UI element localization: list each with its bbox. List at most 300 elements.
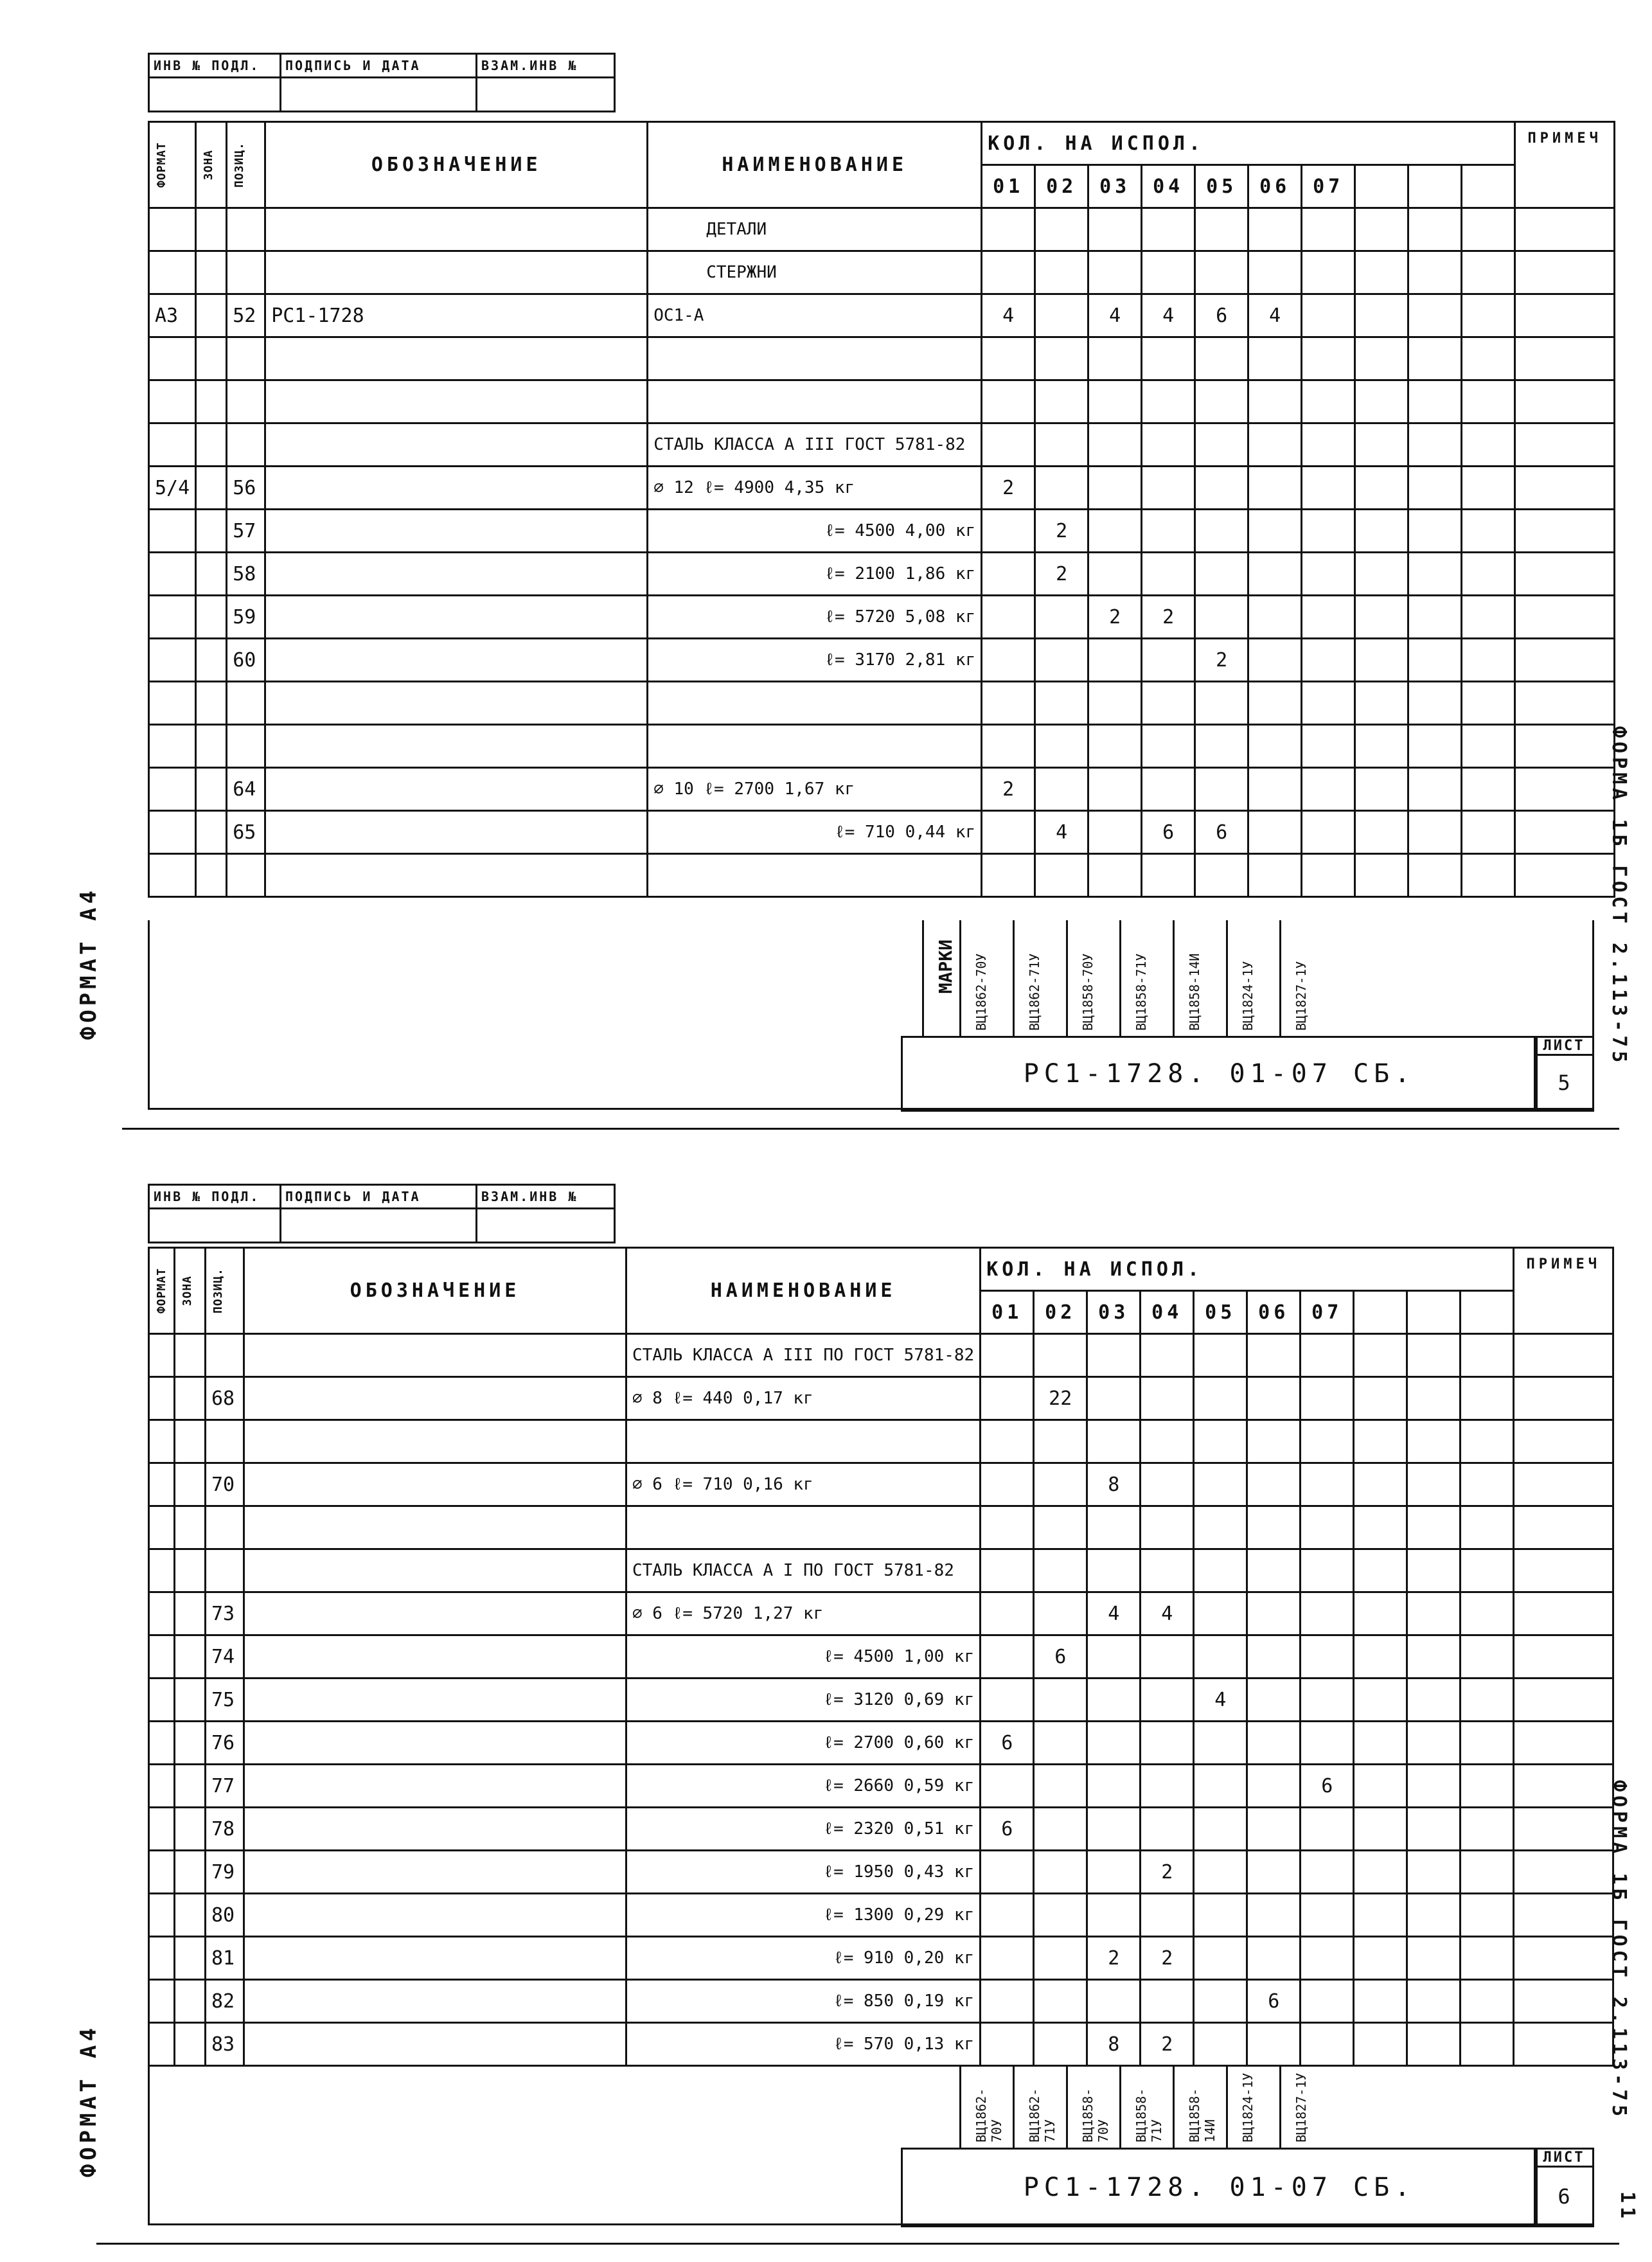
cell-qty-03 (1088, 639, 1142, 682)
cell-pozic: 60 (227, 639, 265, 682)
cell-empty (1354, 1506, 1407, 1549)
cell-qty-05 (1194, 1463, 1247, 1506)
cell-naimenovanie: СТАЛЬ КЛАССА А III ГОСТ 5781-82 (648, 423, 982, 467)
cell-pozic: 75 (206, 1679, 244, 1722)
cell-primech (1514, 1679, 1613, 1722)
cell-empty (1355, 811, 1408, 854)
stamp-table (148, 53, 616, 112)
marka-label: ВЦ1827-1У (1293, 961, 1309, 1031)
cell-qty-05 (1195, 208, 1248, 251)
marka-label: ВЦ1862-71У (1027, 2088, 1058, 2142)
cell-oboznachenie (244, 1334, 626, 1377)
cell-empty (1407, 1722, 1461, 1765)
cell-qty-02 (1034, 1506, 1087, 1549)
cell-pozic (227, 423, 265, 467)
table-row (149, 1463, 1613, 1506)
cell-qty-05 (1194, 1377, 1247, 1420)
cell-qty-04 (1142, 423, 1195, 467)
cell-empty (1461, 1851, 1514, 1894)
cell-format (149, 337, 196, 380)
cell-qty-02 (1034, 1679, 1087, 1722)
cell-oboznachenie (265, 596, 648, 639)
col-oboznachenie: ОБОЗНАЧЕНИЕ (265, 122, 648, 208)
cell-qty-06 (1248, 725, 1302, 768)
marka-label: ВЦ1862-71У (1027, 953, 1042, 1031)
cell-format (149, 1592, 175, 1635)
cell-oboznachenie (244, 1808, 626, 1851)
cell-naimenovanie (648, 725, 982, 768)
cell-qty-03 (1087, 1894, 1141, 1937)
cell-qty-05 (1194, 1420, 1247, 1463)
cell-format (149, 682, 196, 725)
cell-empty (1407, 1549, 1461, 1592)
cell-naimenovanie: ℓ= 2700 0,60 кг (626, 1722, 981, 1765)
side-forma-gost-2: ФОРМА 1Б ГОСТ 2.113-75 (1608, 1780, 1630, 2121)
cell-empty (1354, 1420, 1407, 1463)
cell-qty-01 (982, 854, 1035, 897)
cell-qty-02 (1034, 1722, 1087, 1765)
cell-pozic (227, 380, 265, 423)
cell-format (149, 1851, 175, 1894)
cell-qty-06 (1247, 1420, 1301, 1463)
cell-oboznachenie (244, 2023, 626, 2066)
col-q-04: 04 (1141, 1291, 1194, 1334)
col-primech: ПРИМЕЧ (1515, 122, 1615, 208)
cell-zona (175, 1334, 206, 1377)
cell-qty-06 (1248, 337, 1302, 380)
table-row (149, 1679, 1613, 1722)
cell-empty (1462, 467, 1515, 510)
cell-pozic: 52 (227, 294, 265, 337)
cell-primech (1515, 251, 1615, 294)
cell-qty-01 (982, 596, 1035, 639)
col-q-07: 07 (1302, 165, 1355, 208)
col-q-04: 04 (1142, 165, 1195, 208)
cell-empty (1462, 208, 1515, 251)
cell-primech (1514, 1592, 1613, 1635)
cell-qty-05 (1194, 1808, 1247, 1851)
cell-qty-01: 2 (982, 768, 1035, 811)
cell-qty-05 (1194, 1980, 1247, 2023)
table-row (149, 639, 1615, 682)
cell-qty-03 (1088, 854, 1142, 897)
cell-oboznachenie (244, 1549, 626, 1592)
cell-qty-02 (1035, 682, 1088, 725)
cell-oboznachenie (265, 682, 648, 725)
stamp-vzam-inv: ВЗАМ.ИНВ № (477, 1185, 615, 1209)
cell-pozic (227, 251, 265, 294)
cell-primech (1515, 510, 1615, 553)
cell-qty-03 (1087, 1980, 1141, 2023)
cell-zona (196, 725, 227, 768)
cell-qty-02 (1034, 1851, 1087, 1894)
spec-table-2 (148, 1247, 1614, 2067)
cell-naimenovanie: ℓ= 710 0,44 кг (648, 811, 982, 854)
cell-oboznachenie (244, 1420, 626, 1463)
cell-qty-04 (1141, 1506, 1194, 1549)
cell-qty-05 (1194, 1765, 1247, 1808)
cell-format (149, 1808, 175, 1851)
cell-qty-07 (1301, 1808, 1354, 1851)
list-label: ЛИСТ (1536, 2150, 1592, 2168)
cell-format (149, 1980, 175, 2023)
cell-empty (1462, 682, 1515, 725)
cell-qty-04 (1141, 1808, 1194, 1851)
cell-qty-04 (1141, 1334, 1194, 1377)
cell-qty-07 (1302, 682, 1355, 725)
cell-qty-04 (1141, 1549, 1194, 1592)
cell-qty-04: 4 (1141, 1592, 1194, 1635)
cell-zona (175, 1722, 206, 1765)
cell-empty (1462, 811, 1515, 854)
cell-zona (175, 1937, 206, 1980)
cell-naimenovanie: ⌀ 6 ℓ= 710 0,16 кг (626, 1463, 981, 1506)
cell-qty-04 (1141, 1420, 1194, 1463)
cell-pozic: 64 (227, 768, 265, 811)
cell-empty (1354, 1765, 1407, 1808)
cell-qty-05: 6 (1195, 294, 1248, 337)
cell-qty-03 (1088, 725, 1142, 768)
cell-format (149, 1463, 175, 1506)
cell-empty (1461, 1765, 1514, 1808)
cell-empty (1354, 1937, 1407, 1980)
cell-qty-03 (1087, 1635, 1141, 1679)
col-primech: ПРИМЕЧ (1514, 1248, 1613, 1334)
cell-zona (196, 510, 227, 553)
cell-qty-06 (1248, 423, 1302, 467)
cell-primech (1514, 1808, 1613, 1851)
list-number: 5 (1558, 1071, 1570, 1095)
cell-zona (175, 2023, 206, 2066)
sheet-1 (0, 0, 1652, 1125)
table-row (149, 380, 1615, 423)
cell-empty (1407, 1635, 1461, 1679)
cell-qty-01: 4 (982, 294, 1035, 337)
cell-qty-03 (1087, 1679, 1141, 1722)
cell-pozic: 59 (227, 596, 265, 639)
cell-zona (175, 1894, 206, 1937)
cell-empty (1354, 1463, 1407, 1506)
cell-qty-07 (1302, 596, 1355, 639)
table-row (149, 1980, 1613, 2023)
cell-pozic: 78 (206, 1808, 244, 1851)
cell-naimenovanie: ℓ= 5720 5,08 кг (648, 596, 982, 639)
cell-qty-01 (981, 1851, 1034, 1894)
cell-zona (175, 1506, 206, 1549)
cell-empty (1408, 510, 1462, 553)
col-q-06: 06 (1247, 1291, 1301, 1334)
cell-qty-06 (1247, 1765, 1301, 1808)
cell-qty-03 (1087, 1765, 1141, 1808)
cell-format (149, 1506, 175, 1549)
marka-label: ВЦ1858-70У (1080, 953, 1096, 1031)
cell-qty-07 (1301, 1722, 1354, 1765)
cell-empty (1354, 1635, 1407, 1679)
cell-primech (1514, 1937, 1613, 1980)
cell-naimenovanie: ℓ= 570 0,13 кг (626, 2023, 981, 2066)
cell-primech (1515, 596, 1615, 639)
cell-oboznachenie (244, 1722, 626, 1765)
cell-qty-01 (981, 1463, 1034, 1506)
cell-qty-07 (1301, 1549, 1354, 1592)
cell-qty-01 (982, 510, 1035, 553)
cell-qty-06 (1247, 1722, 1301, 1765)
doc-title-2: РС1-1728. 01-07 СБ. (901, 2148, 1538, 2227)
cell-zona (175, 1808, 206, 1851)
cell-qty-01 (981, 1549, 1034, 1592)
stamp-table-2 (148, 1184, 616, 1243)
table-row (149, 1592, 1613, 1635)
cell-qty-06 (1247, 1937, 1301, 1980)
cell-qty-06 (1247, 1463, 1301, 1506)
cell-qty-06 (1248, 208, 1302, 251)
cell-empty (1461, 1937, 1514, 1980)
cell-qty-07: 6 (1301, 1765, 1354, 1808)
cell-qty-04 (1142, 553, 1195, 596)
cell-pozic: 79 (206, 1851, 244, 1894)
cell-naimenovanie: СТАЛЬ КЛАССА А III ПО ГОСТ 5781-82 (626, 1334, 981, 1377)
cell-qty-04 (1142, 682, 1195, 725)
marki-label: МАРКИ (935, 940, 956, 994)
cell-zona (175, 1592, 206, 1635)
cell-qty-03: 2 (1088, 596, 1142, 639)
cell-qty-06 (1248, 811, 1302, 854)
cell-format (149, 639, 196, 682)
stamp-vzam-inv: ВЗАМ.ИНВ № (477, 54, 615, 78)
cell-qty-05 (1194, 1506, 1247, 1549)
cell-oboznachenie (244, 1980, 626, 2023)
cell-qty-02: 2 (1035, 510, 1088, 553)
cell-empty (1408, 337, 1462, 380)
cell-empty (1407, 1765, 1461, 1808)
cell-qty-06 (1248, 682, 1302, 725)
cell-qty-03: 2 (1087, 1937, 1141, 1980)
cell-pozic (206, 1420, 244, 1463)
cell-empty (1407, 1463, 1461, 1506)
cell-empty (1355, 682, 1408, 725)
cell-oboznachenie (265, 380, 648, 423)
col-q-06: 06 (1248, 165, 1302, 208)
cell-qty-06 (1247, 1549, 1301, 1592)
cell-zona (175, 1377, 206, 1420)
cell-qty-03 (1087, 1808, 1141, 1851)
cell-qty-07 (1301, 2023, 1354, 2066)
cell-qty-02: 22 (1034, 1377, 1087, 1420)
cell-empty (1354, 1549, 1407, 1592)
cell-oboznachenie (265, 854, 648, 897)
cell-empty (1407, 1937, 1461, 1980)
cell-oboznachenie (244, 1635, 626, 1679)
cell-primech (1515, 725, 1615, 768)
cell-empty (1407, 1334, 1461, 1377)
cell-pozic (206, 1549, 244, 1592)
marka-label: ВЦ1858-71У (1133, 2088, 1164, 2142)
cell-pozic: 76 (206, 1722, 244, 1765)
cell-qty-01: 6 (981, 1808, 1034, 1851)
cell-pozic: 73 (206, 1592, 244, 1635)
cell-qty-02 (1034, 1592, 1087, 1635)
cell-format (149, 725, 196, 768)
cell-empty (1355, 208, 1408, 251)
cell-qty-07 (1301, 1420, 1354, 1463)
cell-zona (196, 639, 227, 682)
table-row (149, 1334, 1613, 1377)
cell-oboznachenie (265, 510, 648, 553)
cell-qty-06: 6 (1247, 1980, 1301, 2023)
cell-zona (175, 1679, 206, 1722)
cell-qty-03 (1088, 682, 1142, 725)
cell-qty-04: 4 (1142, 294, 1195, 337)
marka-label: ВЦ1858-14И (1187, 2088, 1218, 2142)
cell-qty-01 (981, 1635, 1034, 1679)
cell-empty (1355, 423, 1408, 467)
cell-qty-04 (1142, 337, 1195, 380)
cell-naimenovanie (648, 682, 982, 725)
cell-primech (1515, 208, 1615, 251)
cell-empty (1461, 1980, 1514, 2023)
cell-qty-06 (1248, 768, 1302, 811)
cell-zona (175, 1635, 206, 1679)
cell-qty-07 (1302, 251, 1355, 294)
cell-pozic: 77 (206, 1765, 244, 1808)
cell-empty (1407, 1420, 1461, 1463)
page-corner-number: 11 (1616, 2191, 1639, 2223)
cell-qty-05: 2 (1195, 639, 1248, 682)
cell-qty-03 (1088, 811, 1142, 854)
cell-oboznachenie (244, 1851, 626, 1894)
cell-format (149, 208, 196, 251)
table-row (149, 251, 1615, 294)
cell-primech (1515, 811, 1615, 854)
cell-primech (1515, 768, 1615, 811)
side-format-2: ФОРМАТ А4 (76, 2024, 102, 2178)
cell-zona (175, 1420, 206, 1463)
stamp-inv-podl: ИНВ № ПОДЛ. (149, 1185, 281, 1209)
cell-empty (1462, 553, 1515, 596)
cell-qty-04: 2 (1141, 1851, 1194, 1894)
cell-naimenovanie: ℓ= 850 0,19 кг (626, 1980, 981, 2023)
cell-qty-02 (1034, 1420, 1087, 1463)
cell-naimenovanie: ⌀ 12 ℓ= 4900 4,35 кг (648, 467, 982, 510)
cell-qty-05 (1195, 682, 1248, 725)
cell-format (149, 854, 196, 897)
cell-qty-01 (981, 1334, 1034, 1377)
cell-qty-04 (1141, 1679, 1194, 1722)
cell-primech (1515, 639, 1615, 682)
cell-qty-03 (1087, 1549, 1141, 1592)
cell-qty-01 (981, 1894, 1034, 1937)
cell-zona (196, 423, 227, 467)
cell-qty-03 (1087, 1722, 1141, 1765)
cell-qty-05 (1195, 510, 1248, 553)
cell-qty-05 (1194, 1549, 1247, 1592)
cell-naimenovanie (648, 854, 982, 897)
cell-empty (1462, 337, 1515, 380)
col-q-03: 03 (1088, 165, 1142, 208)
table-row (149, 467, 1615, 510)
cell-qty-03 (1087, 1334, 1141, 1377)
table-row (149, 682, 1615, 725)
sheet-2 (0, 1137, 1652, 2262)
cell-pozic: 83 (206, 2023, 244, 2066)
table-row (149, 1722, 1613, 1765)
cell-pozic: 74 (206, 1635, 244, 1679)
cell-qty-06 (1248, 639, 1302, 682)
col-format: ФОРМАТ (149, 1248, 175, 1334)
cell-empty (1408, 639, 1462, 682)
cell-qty-02 (1034, 1334, 1087, 1377)
marka-label: ВЦ1827-1У (1293, 2072, 1309, 2142)
cell-empty (1462, 639, 1515, 682)
cell-oboznachenie (265, 553, 648, 596)
table-row (149, 294, 1615, 337)
cell-qty-05 (1195, 725, 1248, 768)
cell-qty-06: 4 (1248, 294, 1302, 337)
cell-zona (196, 811, 227, 854)
cell-qty-01 (981, 1980, 1034, 2023)
cell-format (149, 423, 196, 467)
cell-qty-04 (1141, 1377, 1194, 1420)
cell-empty (1461, 1463, 1514, 1506)
cell-empty (1462, 294, 1515, 337)
cell-qty-07 (1301, 1592, 1354, 1635)
cell-qty-05: 4 (1194, 1679, 1247, 1722)
cell-qty-02 (1035, 467, 1088, 510)
cell-qty-04 (1142, 208, 1195, 251)
side-format-1: ФОРМАТ А4 (76, 887, 102, 1040)
cell-empty (1408, 725, 1462, 768)
cell-empty (1461, 1894, 1514, 1937)
cell-qty-01 (982, 337, 1035, 380)
cell-qty-02 (1034, 1463, 1087, 1506)
cell-qty-02 (1034, 1549, 1087, 1592)
cell-empty (1408, 682, 1462, 725)
cell-empty (1461, 1549, 1514, 1592)
cell-empty (1407, 1851, 1461, 1894)
cell-qty-04 (1142, 251, 1195, 294)
cell-qty-03: 8 (1087, 1463, 1141, 1506)
cell-qty-02 (1035, 251, 1088, 294)
cell-qty-01 (982, 423, 1035, 467)
cell-qty-01 (981, 1765, 1034, 1808)
cell-qty-07 (1301, 1980, 1354, 2023)
marka-label: ВЦ1862-70У (973, 2088, 1004, 2142)
cell-format (149, 553, 196, 596)
cell-qty-04 (1142, 467, 1195, 510)
cell-qty-06 (1247, 1334, 1301, 1377)
cell-qty-07 (1301, 1679, 1354, 1722)
cell-primech (1514, 1765, 1613, 1808)
cell-oboznachenie (265, 639, 648, 682)
cell-oboznachenie (244, 1765, 626, 1808)
cell-qty-03 (1088, 380, 1142, 423)
cell-qty-07 (1302, 510, 1355, 553)
cell-qty-05 (1194, 1334, 1247, 1377)
cell-empty (1461, 1334, 1514, 1377)
cell-qty-02 (1034, 2023, 1087, 2066)
cell-empty (1355, 380, 1408, 423)
cell-qty-03 (1087, 1851, 1141, 1894)
cell-qty-05 (1194, 1937, 1247, 1980)
cell-pozic: 82 (206, 1980, 244, 2023)
col-naimenovanie: НАИМЕНОВАНИЕ (648, 122, 982, 208)
cell-qty-04: 6 (1142, 811, 1195, 854)
cell-zona (175, 1549, 206, 1592)
cell-oboznachenie: РС1-1728 (265, 294, 648, 337)
table-row (149, 1635, 1613, 1679)
cell-pozic: 80 (206, 1894, 244, 1937)
doc-title-1: РС1-1728. 01-07 СБ. (901, 1036, 1538, 1112)
